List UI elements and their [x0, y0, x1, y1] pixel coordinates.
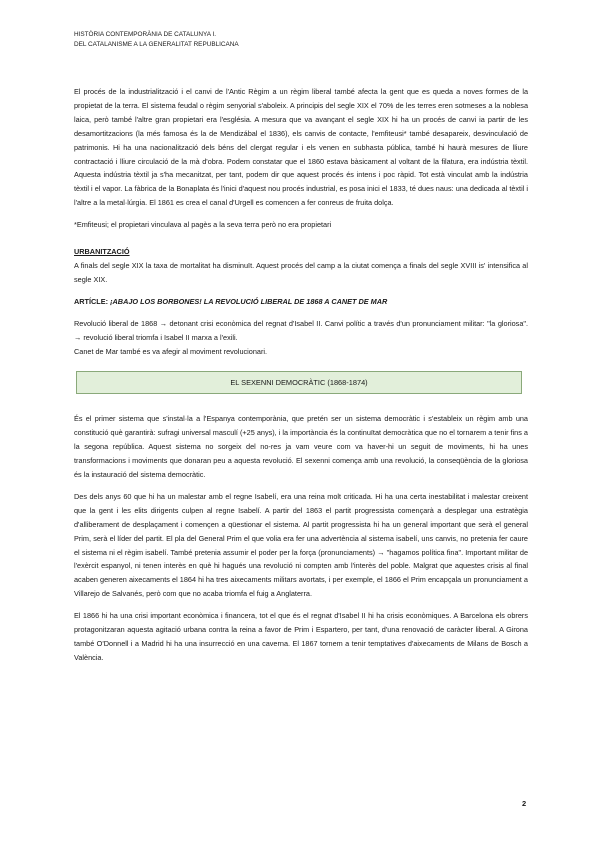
- section-heading-urbanitzacio: URBANITZACIÓ: [74, 247, 130, 257]
- paragraph-democratic-system: És el primer sistema que s'instal·la a l'Espanya contemporània, que pretén ser un sistema democràtic i s'estableix un règim amb una constitució què garantirà: sufragi universal masculí (+25 anys), i la importància és la continuïtat democràtica que no el tornarem a tenir fins a la segona república. Aquest sistema no sorgeix del no-res ja vam veure com va haver-hi un seguit de moviments, hi ha unes transformacions i moviments que donaran peu a aquesta revolució. El sexenni comença amb una revolució, la conseqüència de la gloriosa és la instauració del sistema democràtic.: [74, 414, 528, 480]
- section-banner-sexenni: [76, 371, 522, 394]
- footnote-emfiteusi: *Emfiteusi; el propietari vinculava al pagès a la seva terra però no era propietari: [74, 220, 332, 230]
- document-page: [74, 30, 528, 665]
- article-title: ¡ABAJO LOS BORBONES! LA REVOLUCIÓ LIBERAL DE 1868 A CANET DE MAR: [110, 296, 388, 306]
- article-heading: [74, 295, 528, 309]
- page-number: 2: [522, 799, 527, 808]
- running-header: [74, 30, 528, 49]
- paragraph-1866-crisis: El 1866 hi ha una crisi important econòmica i financera, tot el que és el regnat d'Isabel II hi ha crisis econòmiques. A Barcelona els obrers protagonitzaran aquesta agitació urbana contra la reina a favor de Prim i Espartero, per tant, d'una renovació de caràcter liberal. A Girona també O'Donnell i a Madrid hi ha una insurrecció en una caverna. El 1867 tornem a tenir temptatives d'aixecaments de Milans de Bosch a València.: [74, 611, 528, 662]
- paragraph-canet-de-mar: Canet de Mar també es va afegir al moviment revolucionari.: [74, 346, 268, 356]
- paragraph-industrialization: El procés de la industrialització i el canvi de l'Antic Règim a un règim liberal també afecta la gent que es queda a noves formes de la propietat de la terra. El sistema feudal o règim senyorial s'aboleix. A principis del segle XIX el 70% de les terres eren sotmeses a la noblesa laica, però també l'altre gran propietari era l'església. A mesura que va avançant el segle XIX hi ha un procés de canvi ia partir de les desamortitzacions (la més famosa és la de Mendizábal el 1836), els canvis de contacte, l'emfiteusi* també desapareix, desvinculació de patrimonis. Hi ha una nacionalització dels béns del clergat regular i els venen en subhasta pública, també hi haurà mesures de lliure contractació i lliure circulació de la mà d'obra. Podem constatar que el 1860 estava bàsicament al voltant de la filatura, era indústria tèxtil. Aquesta indústria tèxtil ja s'ha mecanitzat, per tant, podem dir que aquest procés és intens i poc ràpid. Tot està vinculat amb la indústria tèxtil i el vapor. La fàbrica de la Bonaplata és l'inici d'aquest nou procés industrial, es posa inici el 1833, té dues naus: una dedicada al tèxtil i l'altre a la metal·lúrgia. El 1861 es crea el canal d'Urgell es comencen a fer conreus de fruita dolça.: [74, 87, 528, 208]
- paragraph-revolution-1868: Revolució liberal de 1868 → detonant crisi econòmica del regnat d'Isabel II. Canvi polític a través d'un pronunciament militar: "la gloriosa". → revolució liberal triomfa i Isabel II marxa a l'exili.: [74, 318, 528, 342]
- banner-title: EL SEXENNI DEMOCRÀTIC (1868-1874): [230, 378, 368, 388]
- header-unit-title: DEL CATALANISME A LA GENERALITAT REPUBLICANA: [74, 40, 239, 48]
- paragraph-isabeline-crisis: Des dels anys 60 que hi ha un malestar amb el regne Isabelí, era una reina molt criticada. Hi ha una certa inestabilitat i malestar creixent que la gent i les elits dirigents culpen al regne Isabelí. A partir del 1863 el partit progressista començarà a desplegar una estratègia d'alliberament de desplaçament i començen a qüestionar el sistema. Al partit progressista hi ha un general important que serà el general Prim, serà el líder del partit. El pla del General Prim el que volia era fer una advertència al sistema isabelí, uns canvis, no pretenia fer caure el sistema ni el règim isabelí. També pretenia assumir el poder per la força (pronunciaments) → "hagamos política fina". Important militar de l'exèrcit espanyol, ni tenen interès en què hi hagués una revolució ni compten amb l'interès del poble. Malgrat que aquestes crisis al final acaben generen aixecaments el 1864 hi ha tres aixecaments militars avortats, i per exemple, el 1866 el Prim encapçala un pronunciament a Villarejo de Salvanés, però com que no acaba triomfa el fuig a Anglaterra.: [74, 491, 528, 599]
- article-label: ARTÍCLE:: [74, 296, 109, 306]
- header-course-title: HISTÒRIA CONTEMPORÀNIA DE CATALUNYA I.: [74, 31, 217, 38]
- paragraph-urbanization: A finals del segle XIX la taxa de mortalitat ha disminuït. Aquest procés del camp a la ciutat comença a finals del segle XVIII is' intensifica al segle XIX.: [74, 260, 528, 284]
